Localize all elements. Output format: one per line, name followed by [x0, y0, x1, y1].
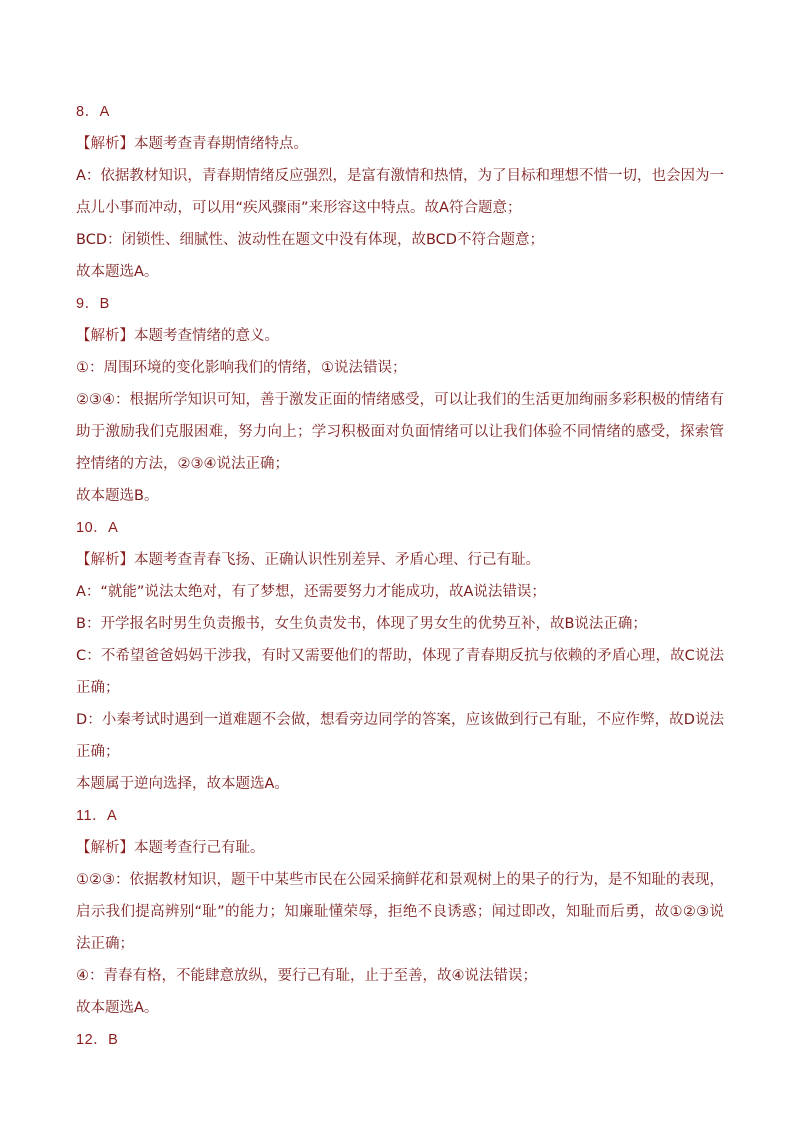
- question-8-line: A：依据教材知识，青春期情绪反应强烈，是富有激情和热情，为了目标和理想不惜一切，也会因为一点儿小事而冲动，可以用“疾风骤雨”来形容这中特点。故A符合题意；: [76, 168, 724, 216]
- analysis-tag: 【解析】: [76, 136, 134, 152]
- question-10-line: 本题属于逆向选择，故本题选A。: [76, 776, 289, 792]
- question-8-answer: 8．A: [76, 104, 110, 120]
- question-12-answer: 12．B: [76, 1032, 119, 1048]
- analysis-topic: 本题考查行己有耻。: [134, 840, 265, 856]
- analysis-topic: 本题考查青春飞扬、正确认识性别差异、矛盾心理、行己有耻。: [134, 552, 540, 568]
- analysis-topic: 本题考查青春期情绪特点。: [134, 136, 308, 152]
- question-11-line: ④：青春有格，不能肆意放纵，要行己有耻，止于至善，故④说法错误；: [76, 968, 537, 984]
- question-11-answer: 11．A: [76, 808, 118, 824]
- question-9-answer: 9．B: [76, 296, 110, 312]
- question-8-analysis-heading: [76, 128, 724, 160]
- question-10-line: C：不希望爸爸妈妈干涉我，有时又需要他们的帮助，体现了青春期反抗与依赖的矛盾心理，故C说法正确；: [76, 648, 724, 696]
- question-10-line: A：“就能”说法太绝对，有了梦想，还需要努力才能成功，故A说法错误；: [76, 584, 546, 600]
- question-11-line: ①②③：依据教材知识，题干中某些市民在公园采摘鲜花和景观树上的果子的行为，是不知耻的表现，启示我们提高辨别“耻”的能力；知廉耻懂荣辱，拒绝不良诱惑；闻过即改，知耻而后勇，故①②③说法正确；: [76, 872, 724, 952]
- question-10-line: D：小秦考试时遇到一道难题不会做，想看旁边同学的答案，应该做到行己有耻，不应作弊，故D说法正确；: [76, 712, 724, 760]
- question-9-line: 故本题选B。: [76, 488, 159, 504]
- question-11-line: 故本题选A。: [76, 1000, 159, 1016]
- question-9-analysis-heading: [76, 320, 724, 352]
- question-8-line: BCD：闭锁性、细腻性、波动性在题文中没有体现，故BCD不符合题意；: [76, 232, 544, 248]
- question-11-analysis-heading: [76, 832, 724, 864]
- question-10-line: B：开学报名时男生负责搬书，女生负责发书，体现了男女生的优势互补，故B说法正确；: [76, 616, 647, 632]
- analysis-tag: 【解析】: [76, 552, 134, 568]
- answer-analysis-document: [76, 96, 724, 1056]
- question-8-line: 故本题选A。: [76, 264, 159, 280]
- question-10-analysis-heading: [76, 544, 724, 576]
- analysis-tag: 【解析】: [76, 840, 134, 856]
- question-9-line: ①：周围环境的变化影响我们的情绪，①说法错误；: [76, 360, 407, 376]
- question-9-line: ②③④：根据所学知识可知，善于激发正面的情绪感受，可以让我们的生活更加绚丽多彩积极的情绪有助于激励我们克服困难，努力向上；学习积极面对负面情绪可以让我们体验不同情绪的感受，探索管控情绪的方法，②③④说法正确；: [76, 392, 724, 472]
- analysis-tag: 【解析】: [76, 328, 134, 344]
- analysis-topic: 本题考查情绪的意义。: [134, 328, 279, 344]
- question-10-answer: 10．A: [76, 520, 119, 536]
